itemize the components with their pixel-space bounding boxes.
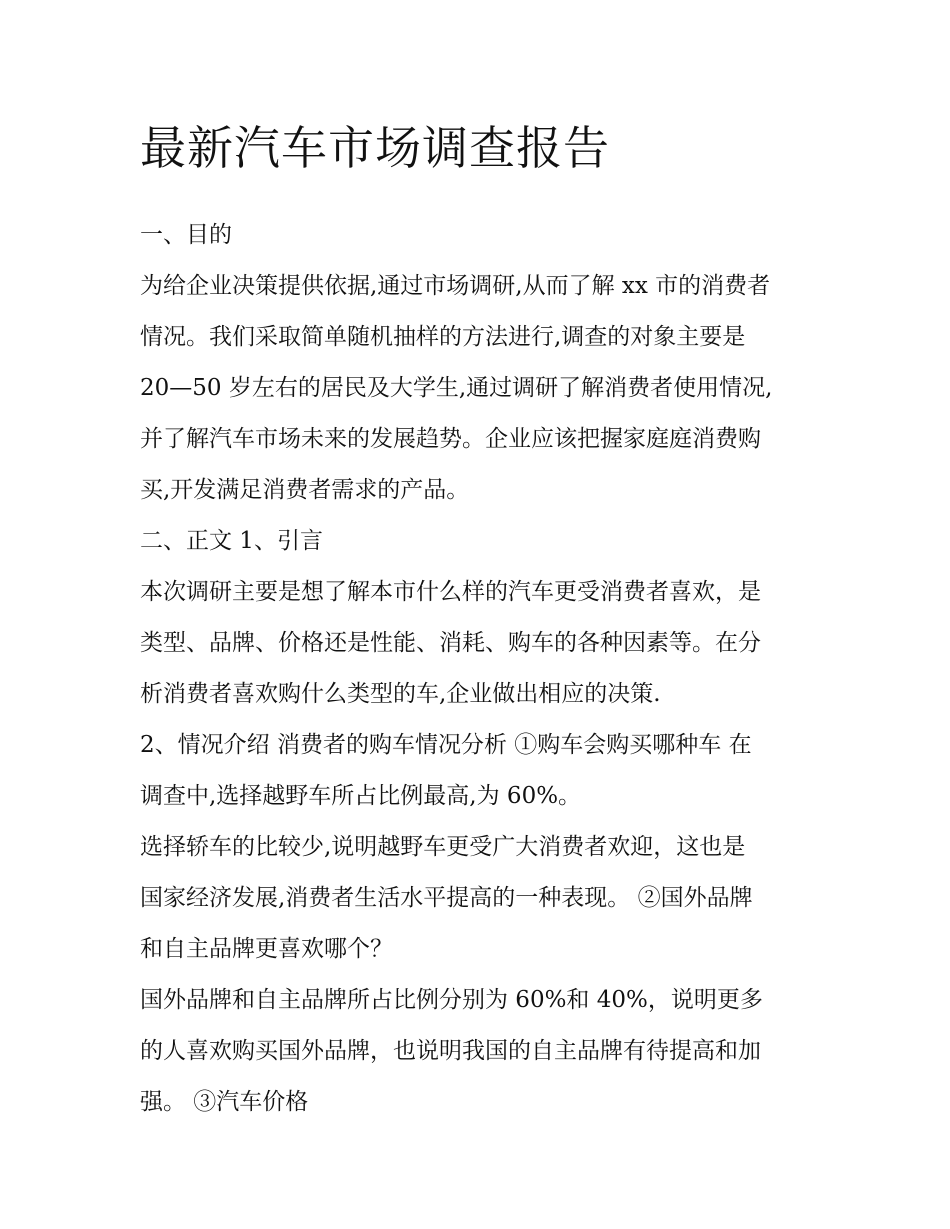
paragraph-purpose <box>140 261 820 516</box>
paragraph-sedan-analysis <box>140 822 820 975</box>
paragraph-introduction <box>140 567 820 720</box>
section-heading-purpose: 一、目的 <box>140 222 232 248</box>
paragraph-brand-analysis <box>140 975 820 1128</box>
text-line: 国外品牌和自主品牌所占比例分别为 60%和 40%，说明更多 <box>140 987 763 1013</box>
text-line: 2、情况介绍 消费者的购车情况分析 ①购车会购买哪种车 在 <box>140 732 752 758</box>
text-line: 为给企业决策提供依据,通过市场调研,从而了解 xx 市的消费者 <box>140 273 771 299</box>
text-line: 强。 ③汽车价格 <box>140 1089 309 1115</box>
text-line: 情况。我们采取简单随机抽样的方法进行,调查的对象主要是 <box>140 324 746 350</box>
text-line: 和自主品牌更喜欢哪个？ <box>140 936 393 962</box>
text-line: 选择轿车的比较少,说明越野车更受广大消费者欢迎，这也是 <box>140 834 746 860</box>
document-body <box>140 118 820 1128</box>
text-line: 国家经济发展,消费者生活水平提高的一种表现。 ②国外品牌 <box>140 885 753 911</box>
text-line: 的人喜欢购买国外品牌，也说明我国的自主品牌有待提高和加 <box>140 1038 761 1064</box>
text-line: 析消费者喜欢购什么类型的车,企业做出相应的决策. <box>140 681 661 707</box>
document-title: 最新汽车市场调查报告 <box>140 121 610 175</box>
text-line: 本次调研主要是想了解本市什么样的汽车更受消费者喜欢，是 <box>140 579 761 605</box>
text-line: 并了解汽车市场未来的发展趋势。企业应该把握家庭庭消费购 <box>140 426 761 452</box>
text-line: 类型、品牌、价格还是性能、消耗、购车的各种因素等。在分 <box>140 630 761 656</box>
text-line: 20—50 岁左右的居民及大学生,通过调研了解消费者使用情况, <box>140 375 773 401</box>
section-heading-body: 二、正文 1、引言 <box>140 528 323 554</box>
text-line: 买,开发满足消费者需求的产品。 <box>140 477 470 503</box>
text-line: 调查中,选择越野车所占比例最高,为 60%。 <box>140 783 582 809</box>
paragraph-situation <box>140 720 820 822</box>
